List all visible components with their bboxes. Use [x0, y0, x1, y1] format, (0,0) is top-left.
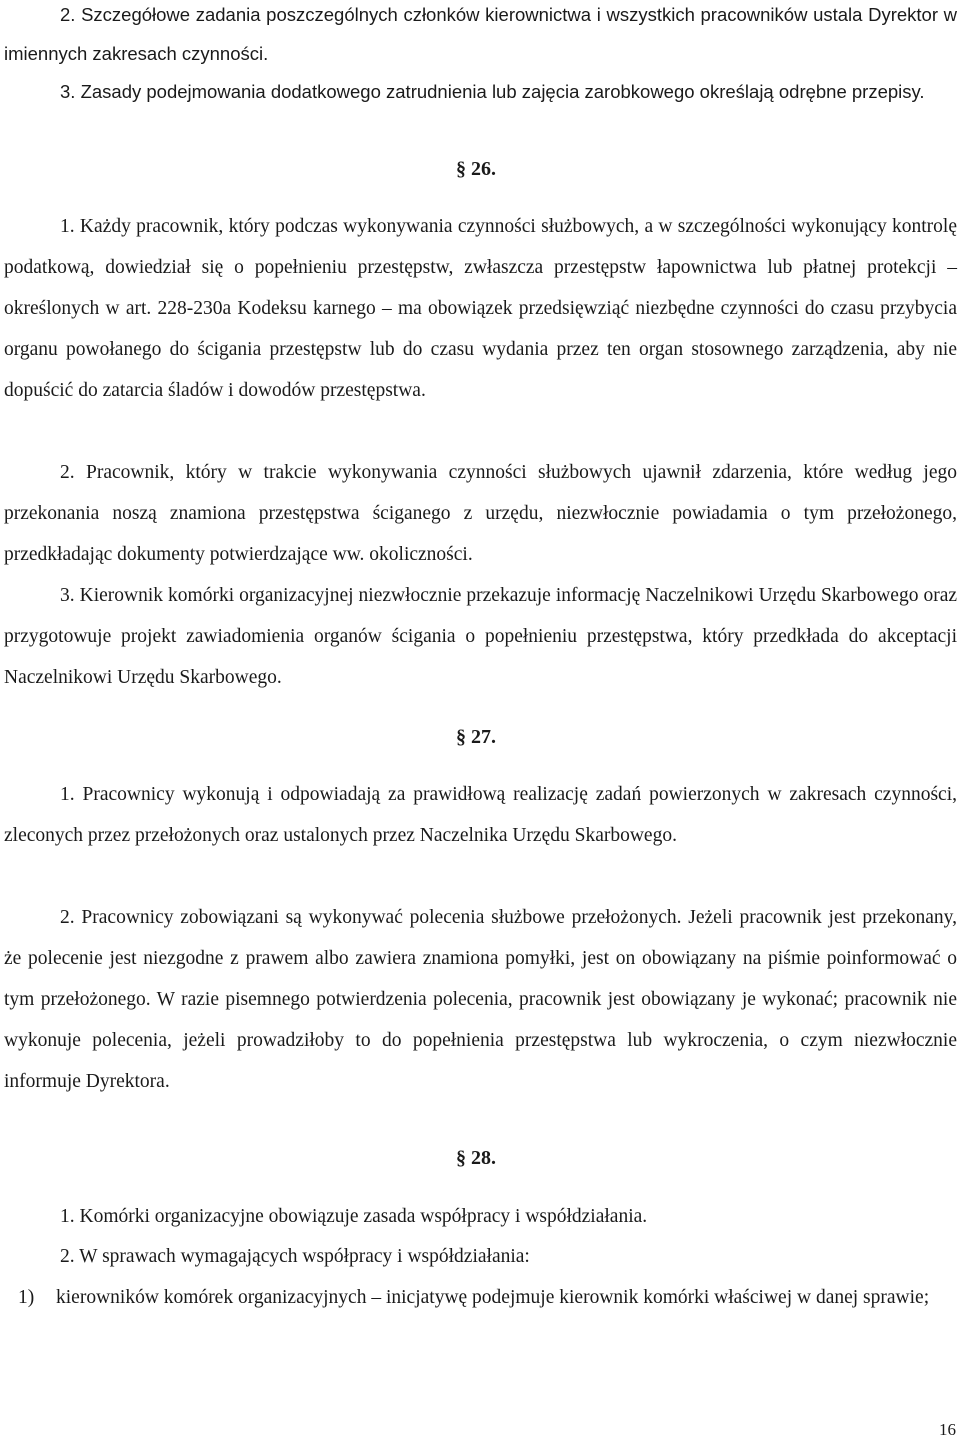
- s26-paragraph-2: 2. Pracownik, który w trakcie wykonywania czynności służbowych ujawnił zdarzenia, które według jego przekonania noszą znamiona przestępstwa ściganego z urzędu, niezwłocznie powiadamia o tym przełożonego, przedkładając dokumenty potwierdzające ww. okoliczności.: [4, 462, 957, 565]
- s28-paragraph-2: 2. W sprawach wymagających współpracy i współdziałania:: [60, 1246, 530, 1267]
- s26-paragraph-3: 3. Kierownik komórki organizacyjnej niezwłocznie przekazuje informację Naczelnikowi Urzędu Skarbowego oraz przygotowuje projekt zawiadomienia organów ścigania o popełnieniu przestępstwa, który przedkłada do akceptacji Naczelnikowi Urzędu Skarbowego.: [4, 585, 957, 688]
- list-item-number: 1): [18, 1287, 35, 1308]
- s27-paragraph-1: 1. Pracownicy wykonują i odpowiadają za prawidłową realizację zadań powierzonych w zakresach czynności, zleconych przez przełożonych oraz ustalonych przez Naczelnika Urzędu Skarbowego.: [4, 784, 957, 846]
- section-26-heading: § 26.: [456, 158, 496, 180]
- s28-paragraph-1: 1. Komórki organizacyjne obowiązuje zasada współpracy i współdziałania.: [60, 1206, 648, 1227]
- s25-paragraph-2: 2. Szczegółowe zadania poszczególnych członków kierownictwa i wszystkich pracowników ustala Dyrektor w imiennych zakresach czynności.: [4, 4, 957, 64]
- section-28-heading: § 28.: [456, 1147, 496, 1169]
- s25-paragraph-3: 3. Zasady podejmowania dodatkowego zatrudnienia lub zajęcia zarobkowego określają odrębne przepisy.: [60, 81, 925, 102]
- list-item-text: kierowników komórek organizacyjnych – inicjatywę podejmuje kierownik komórki właściwej w danej sprawie;: [56, 1287, 930, 1308]
- section-27-heading: § 27.: [456, 726, 496, 748]
- page-number: 16: [939, 1420, 956, 1439]
- s26-paragraph-1: 1. Każdy pracownik, który podczas wykonywania czynności służbowych, a w szczególności wykonujący kontrolę podatkową, dowiedział się o popełnieniu przestępstw, zwłaszcza przestępstw łapownictwa lub płatnej protekcji – określonych w art. 228-230a Kodeksu karnego – ma obowiązek przedsięwziąć niezbędne czynności do czasu przybycia organu powołanego do ścigania przestępstw lub do czasu wydania przez ten organ stosownego zarządzenia, aby nie dopuścić do zatarcia śladów i dowodów przestępstwa.: [4, 216, 957, 401]
- s27-paragraph-2: 2. Pracownicy zobowiązani są wykonywać polecenia służbowe przełożonych. Jeżeli pracownik jest przekonany, że polecenie jest niezgodne z prawem albo zawiera znamiona pomyłki, jest on obowiązany na piśmie poinformować o tym przełożonego. W razie pisemnego potwierdzenia polecenia, pracownik jest obowiązany je wykonać; pracownik nie wykonuje polecenia, jeżeli prowadziłoby to do popełnienia przestępstwa lub wykroczenia, o czym niezwłocznie informuje Dyrektora.: [4, 907, 957, 1092]
